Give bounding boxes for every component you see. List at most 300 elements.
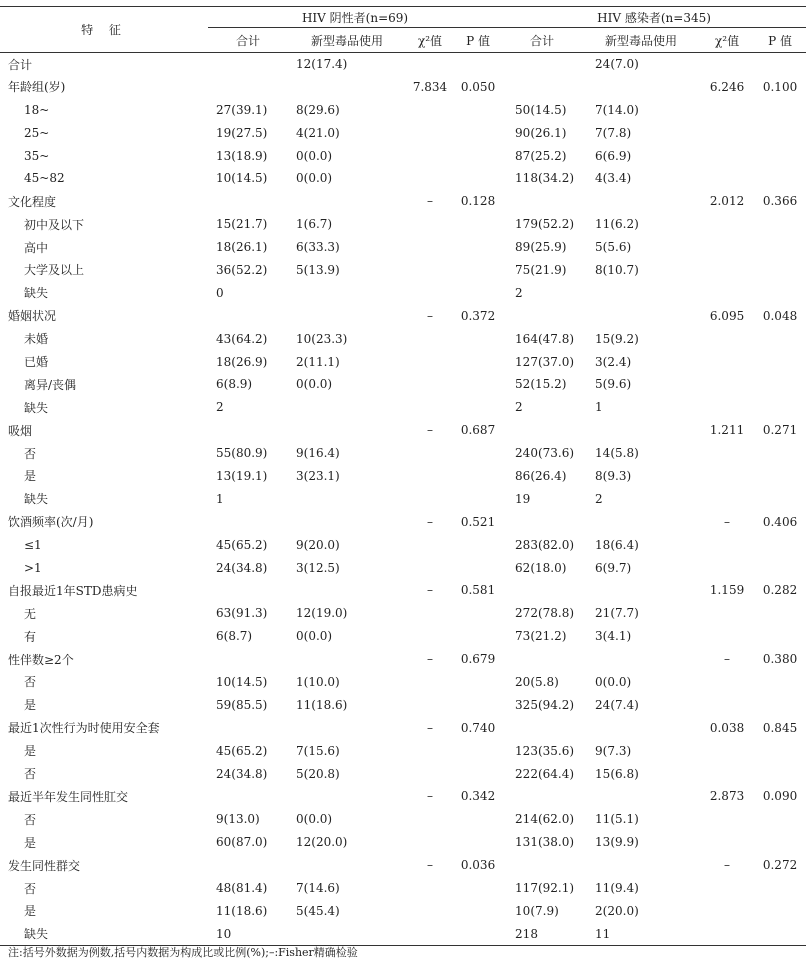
neg-p-value-cell: [454, 396, 502, 419]
table-row: [0, 739, 806, 762]
neg-chi-square-cell: [406, 327, 454, 350]
table-row: [0, 877, 806, 900]
table-row: [0, 899, 806, 922]
pos-drug-use-cell: 13(9.9): [595, 835, 639, 850]
table-row: [0, 671, 806, 694]
pos-drug-use-cell: 15(6.8): [595, 766, 639, 781]
neg-drug-use-cell: 0(0.0): [296, 377, 333, 392]
neg-drug-use-cell: [288, 419, 406, 442]
pos-p-value-cell: [754, 350, 806, 373]
neg-total-cell: 24(34.8): [216, 766, 268, 781]
row-label: 是: [24, 835, 37, 850]
neg-total-cell: 19(27.5): [216, 125, 268, 140]
row-label: 高中: [24, 240, 49, 255]
neg-drug-use-cell: 7(14.6): [296, 881, 340, 895]
pos-chi-square-cell: –: [724, 514, 731, 529]
neg-drug-use-cell: 7(15.6): [296, 743, 340, 758]
pos-total-cell: [502, 304, 582, 327]
pos-total-cell: 118(34.2): [515, 171, 575, 186]
neg-p-value-cell: 0.581: [460, 583, 496, 598]
neg-total-cell: 24(34.8): [216, 560, 268, 575]
pos-p-value-cell: [754, 922, 806, 945]
pos-p-value-cell: [754, 144, 806, 167]
neg-chi-square-cell: –: [427, 858, 433, 873]
row-label: 否: [24, 767, 37, 782]
pos-p-value-cell: 0.406: [762, 514, 798, 529]
neg-drug-use-cell: 8(29.6): [296, 102, 340, 117]
pos-chi-square-cell: [700, 487, 754, 510]
table-row: [0, 533, 806, 556]
pos-total-cell: 283(82.0): [515, 537, 575, 552]
neg-drug-use-cell: 1(6.7): [296, 217, 333, 232]
pos-total-cell: 123(35.6): [515, 743, 575, 758]
neg-p-value-cell: [454, 53, 502, 76]
table-row: [0, 442, 806, 465]
pos-total-cell: 89(25.9): [515, 240, 567, 255]
neg-total-cell: 63(91.3): [216, 606, 268, 621]
pos-total-cell: 10(7.9): [515, 903, 559, 918]
neg-chi-square-cell: [406, 671, 454, 694]
neg-total-cell: 15(21.7): [216, 217, 268, 232]
neg-p-value-cell: [454, 236, 502, 259]
neg-chi-square-cell: [406, 213, 454, 236]
pos-total-cell: 222(64.4): [515, 766, 575, 781]
pos-p-value-cell: [754, 602, 806, 625]
pos-p-value-cell: [754, 693, 806, 716]
neg-chi-square-cell: –: [427, 308, 433, 323]
table-row: [0, 327, 806, 350]
neg-drug-use-cell: 3(12.5): [296, 560, 340, 575]
table-group-row: [0, 53, 806, 76]
neg-total-cell: 2: [216, 400, 224, 415]
neg-p-value-cell: [454, 98, 502, 121]
neg-chi-square-cell: [406, 396, 454, 419]
pos-chi-square-cell: 2.873: [709, 789, 745, 804]
pos-chi-square-cell: [700, 396, 754, 419]
pos-p-value-cell: 0.271: [762, 423, 798, 438]
pos-chi-square-cell: [700, 808, 754, 831]
neg-total-cell: [208, 854, 288, 877]
pos-chi-square-cell: [700, 556, 754, 579]
hiv-negative-header: HIV 阴性者(n=69): [208, 7, 502, 28]
pos-p-value-cell: [754, 762, 806, 785]
neg-total-cell: [208, 510, 288, 533]
pos-drug-use-cell: [582, 510, 700, 533]
neg-total-cell: 18(26.9): [216, 354, 268, 369]
neg-chi-square-cell: [406, 487, 454, 510]
neg-total-cell: 18(26.1): [216, 240, 268, 255]
table-row: [0, 259, 806, 282]
neg-p-value-cell: [454, 533, 502, 556]
pos-chi-square-cell: [700, 922, 754, 945]
pos-chi-square-cell: [700, 327, 754, 350]
neg-p-value-cell: [454, 442, 502, 465]
neg-total-cell: 27(39.1): [216, 102, 268, 117]
pos-chi-square-cell: –: [724, 652, 731, 667]
pos-chi-square-cell: –: [724, 858, 731, 873]
pos-p-value-cell: 0.282: [762, 583, 798, 598]
neg-drug-use-cell: 3(23.1): [296, 468, 340, 483]
pos-chi-square-cell: [700, 373, 754, 396]
neg-drug-use-cell: [288, 281, 406, 304]
neg-total-cell: 1: [216, 491, 224, 506]
table-row: [0, 556, 806, 579]
row-label: 最近半年发生同性肛交: [8, 789, 129, 804]
pos-drug-use-cell: 2: [595, 491, 603, 506]
row-label: 否: [24, 881, 37, 896]
neg-drug-use-cell: [288, 648, 406, 671]
neg-drug-use-cell: 0(0.0): [296, 148, 333, 163]
neg-p-value-cell: 0.679: [460, 652, 496, 667]
neg-chi-square-cell: –: [427, 423, 433, 438]
pos-total-cell: 179(52.2): [515, 217, 575, 232]
pos-chi-square-cell: 6.246: [709, 79, 745, 94]
table-body: [0, 53, 806, 946]
neg-total-cell: [208, 579, 288, 602]
neg-chi-square-cell: [406, 831, 454, 854]
pos-p-value-cell: [754, 831, 806, 854]
neg-chi-square-cell: [406, 121, 454, 144]
pos-chi-square-cell: [700, 602, 754, 625]
pos-chi-square-cell: [700, 98, 754, 121]
neg-drug-use-cell: 5(20.8): [296, 766, 340, 781]
neg-total-cell: 10: [208, 922, 288, 945]
pos-total-cell: [502, 75, 582, 98]
table-row: [0, 465, 806, 488]
pos-drug-use-cell: 18(6.4): [595, 537, 639, 552]
pos-chi-square-cell: [700, 877, 754, 900]
table-row: [0, 487, 806, 510]
row-label: 文化程度: [8, 194, 57, 209]
neg-total-cell: 9(13.0): [216, 812, 260, 827]
table-row: [0, 373, 806, 396]
pos-p-value-cell: [754, 877, 806, 900]
pos-drug-use-cell: 11(9.4): [595, 881, 639, 895]
pos-chi-square-cell: [700, 671, 754, 694]
row-label: 是: [24, 904, 37, 919]
pos-chi-square-cell: [700, 121, 754, 144]
neg-drug-use-cell: [288, 922, 406, 945]
pos-p-value-cell: [754, 396, 806, 419]
pos-drug-use-cell: [582, 579, 700, 602]
pos-total-cell: [502, 510, 582, 533]
pos-drug-use-cell: [582, 648, 700, 671]
pos-total-cell: [502, 854, 582, 877]
neg-p-value-cell: [454, 877, 502, 900]
neg-p-value-cell: [454, 899, 502, 922]
pos-drug-use-cell: 15(9.2): [595, 331, 639, 346]
neg-chi-square-cell: –: [427, 583, 433, 598]
pos-p-value-cell: 0.380: [762, 652, 798, 667]
table-group-row: [0, 190, 806, 213]
neg-total-cell: [208, 304, 288, 327]
neg-drug-use-cell: 1(10.0): [296, 674, 340, 689]
neg-p-value-cell: [454, 350, 502, 373]
pos-total-cell: 272(78.8): [515, 606, 575, 621]
table-row: [0, 693, 806, 716]
neg-chi-square-cell: –: [427, 194, 433, 209]
row-label: 缺失: [0, 922, 208, 945]
pos-p-value-cell: [754, 373, 806, 396]
table-group-row: [0, 419, 806, 442]
feature-header: 特 征: [0, 7, 208, 53]
neg-chi-square-cell: [406, 877, 454, 900]
pos-p-value-cell: [754, 739, 806, 762]
pos-p-value-cell: [754, 465, 806, 488]
table-row: [0, 144, 806, 167]
pos-p-value-cell: 0.090: [762, 789, 798, 804]
pos-total-cell: [502, 579, 582, 602]
pos-p-value-cell: [754, 808, 806, 831]
neg-total-cell: [208, 53, 288, 76]
row-label: 已婚: [24, 355, 49, 370]
pos-total-cell: 20(5.8): [515, 674, 559, 689]
pos-total-cell: 52(15.2): [515, 377, 567, 392]
pos-drug-use-cell: 7(14.0): [595, 102, 639, 117]
pos-p-value-cell: 0.048: [762, 308, 798, 323]
neg-total-cell: 60(87.0): [216, 835, 268, 850]
pos-drug-use-cell: [582, 190, 700, 213]
row-label: 是: [24, 469, 37, 484]
pos-drug-use-cell: 5(5.6): [595, 240, 632, 255]
row-label: >1: [24, 560, 42, 575]
neg-p-value-cell: [454, 671, 502, 694]
neg-drug-use-cell: [288, 396, 406, 419]
table-row: [0, 602, 806, 625]
pos-chi-square-cell: [700, 465, 754, 488]
table-row: [0, 350, 806, 373]
row-label: 年龄组(岁): [8, 80, 66, 95]
pos-drug-use-cell: 7(7.8): [595, 125, 632, 140]
neg-p-value-cell: [454, 465, 502, 488]
row-label: 有: [24, 629, 37, 644]
pos-drug-use-cell: [582, 419, 700, 442]
neg-p-value-cell: 0.050: [460, 79, 496, 94]
neg-total-header: 合计: [208, 28, 288, 53]
neg-p-value-cell: [454, 602, 502, 625]
pos-total-cell: 218: [502, 922, 582, 945]
neg-p-value-header: P 值: [454, 28, 502, 53]
neg-chi-square-cell: [406, 922, 454, 945]
pos-drug-use-cell: [582, 854, 700, 877]
row-label: 最近1次性行为时使用安全套: [8, 721, 160, 736]
neg-drug-use-cell: [288, 785, 406, 808]
neg-p-value-cell: 0.740: [460, 720, 496, 735]
neg-drug-use-cell: 12(17.4): [296, 57, 348, 72]
neg-total-cell: 13(19.1): [216, 468, 268, 483]
pos-total-cell: 2: [515, 400, 523, 415]
row-label: 缺失: [24, 492, 49, 507]
neg-p-value-cell: [454, 259, 502, 282]
pos-total-cell: 127(37.0): [515, 354, 575, 369]
pos-total-cell: [502, 419, 582, 442]
pos-chi-square-cell: [700, 442, 754, 465]
pos-drug-use-cell: 6(9.7): [595, 560, 632, 575]
neg-p-value-cell: 0.128: [460, 194, 496, 209]
pos-p-value-cell: [754, 625, 806, 648]
neg-drug-use-cell: [288, 190, 406, 213]
pos-total-header: 合计: [502, 28, 582, 53]
pos-chi-square-cell: [700, 899, 754, 922]
neg-p-value-cell: [454, 213, 502, 236]
neg-total-cell: [208, 419, 288, 442]
pos-drug-use-cell: 0(0.0): [595, 674, 632, 689]
row-label: 否: [24, 446, 37, 461]
pos-total-cell: 117(92.1): [515, 881, 575, 895]
pos-chi-square-cell: 0.038: [709, 720, 745, 735]
pos-p-value-cell: [754, 487, 806, 510]
pos-drug-use-cell: 3(2.4): [595, 354, 632, 369]
neg-total-cell: 6(8.7): [216, 629, 253, 644]
row-label: 45~82: [24, 171, 65, 186]
pos-total-cell: 86(26.4): [515, 468, 567, 483]
row-label: 否: [24, 812, 37, 827]
pos-drug-use-cell: 2(20.0): [595, 903, 639, 918]
row-label: 18~: [24, 102, 50, 117]
table-group-row: [0, 510, 806, 533]
pos-total-cell: 62(18.0): [515, 560, 567, 575]
pos-p-value-cell: [754, 213, 806, 236]
neg-drug-use-cell: 0(0.0): [296, 171, 333, 186]
pos-drug-use-cell: 11(5.1): [595, 812, 639, 827]
pos-p-value-cell: [754, 98, 806, 121]
footnote: 注:括号外数据为例数,括号内数据为构成比或比例(%);–:Fisher精确检验: [8, 946, 358, 959]
row-label: 自报最近1年STD患病史: [8, 583, 138, 598]
pos-p-value-cell: 0.272: [762, 858, 798, 873]
table-row: [0, 808, 806, 831]
neg-p-value-cell: [454, 739, 502, 762]
pos-chi-square-cell: [700, 236, 754, 259]
pos-total-cell: 19: [515, 491, 531, 506]
pos-drug-use-cell: 14(5.8): [595, 446, 639, 461]
pos-drug-use-cell: [582, 785, 700, 808]
pos-chi-square-cell: 1.159: [709, 583, 745, 598]
neg-drug-use-cell: 4(21.0): [296, 125, 340, 140]
pos-drug-use-cell: 11: [582, 922, 700, 945]
neg-total-cell: [208, 785, 288, 808]
table-group-row: [0, 579, 806, 602]
pos-chi-square-cell: [700, 625, 754, 648]
pos-total-cell: 214(62.0): [515, 812, 575, 827]
table-group-row: [0, 716, 806, 739]
pos-p-value-cell: [754, 442, 806, 465]
pos-total-cell: [502, 648, 582, 671]
table-row: [0, 625, 806, 648]
pos-drug-use-cell: 3(4.1): [595, 629, 632, 644]
row-label: 发生同性群交: [8, 858, 81, 873]
neg-chi-square-cell: [406, 556, 454, 579]
row-label: 是: [24, 744, 37, 759]
neg-p-value-cell: [454, 327, 502, 350]
pos-p-value-cell: [754, 899, 806, 922]
row-label: 初中及以下: [24, 217, 85, 232]
neg-drug-use-cell: 11(18.6): [296, 697, 348, 712]
row-label: 饮酒频率(次/月): [8, 515, 94, 530]
pos-p-value-cell: [754, 671, 806, 694]
neg-total-cell: 10(14.5): [216, 674, 268, 689]
neg-chi-square-cell: [406, 602, 454, 625]
neg-chi-square-cell: [406, 465, 454, 488]
row-label: 35~: [24, 148, 50, 163]
table-row: [0, 213, 806, 236]
pos-total-cell: 325(94.2): [515, 697, 575, 712]
neg-chi-square-cell: [406, 899, 454, 922]
neg-total-cell: 13(18.9): [216, 148, 268, 163]
neg-chi-square-cell: [406, 236, 454, 259]
pos-chi-square-cell: [700, 53, 754, 76]
pos-chi-square-cell: 1.211: [709, 423, 745, 438]
neg-total-cell: 45(65.2): [216, 537, 268, 552]
neg-chi-square-cell: [406, 144, 454, 167]
pos-chi-square-cell: [700, 693, 754, 716]
row-label: 否: [24, 675, 37, 690]
pos-chi-square-header: χ²值: [700, 28, 754, 53]
pos-drug-use-cell: 11(6.2): [595, 217, 639, 232]
pos-drug-use-cell: 1: [595, 400, 603, 415]
neg-p-value-cell: [454, 808, 502, 831]
pos-drug-use-cell: [582, 304, 700, 327]
neg-total-cell: [208, 716, 288, 739]
neg-total-cell: 10(14.5): [216, 171, 268, 186]
neg-p-value-cell: 0.036: [460, 858, 496, 873]
neg-total-cell: [208, 648, 288, 671]
neg-chi-square-cell: –: [427, 720, 433, 735]
pos-drug-use-cell: 6(6.9): [595, 148, 632, 163]
table-group-row: [0, 304, 806, 327]
table-group-row: [0, 785, 806, 808]
neg-total-cell: 43(64.2): [216, 331, 268, 346]
neg-p-value-cell: [454, 121, 502, 144]
neg-drug-use-cell: 12(20.0): [296, 835, 348, 850]
pos-chi-square-cell: [700, 739, 754, 762]
neg-p-value-cell: [454, 625, 502, 648]
neg-total-cell: 36(52.2): [216, 262, 268, 277]
row-label: 25~: [24, 125, 50, 140]
neg-drug-use-cell: [288, 716, 406, 739]
row-label: 婚姻状况: [8, 309, 57, 324]
pos-total-cell: [502, 716, 582, 739]
table-row: [0, 762, 806, 785]
neg-p-value-cell: [454, 487, 502, 510]
pos-drug-use-cell: [582, 281, 700, 304]
neg-chi-square-cell: [406, 442, 454, 465]
pos-drug-use-header: 新型毒品使用: [582, 28, 700, 53]
neg-chi-square-cell: [406, 693, 454, 716]
neg-drug-use-cell: [288, 854, 406, 877]
neg-chi-square-cell: [406, 167, 454, 190]
neg-drug-use-cell: 12(19.0): [296, 606, 348, 621]
pos-p-value-cell: 0.366: [762, 194, 798, 209]
neg-total-cell: 0: [216, 285, 224, 300]
pos-total-cell: 2: [515, 285, 523, 300]
pos-drug-use-cell: 8(9.3): [595, 468, 632, 483]
neg-drug-use-cell: 0(0.0): [296, 812, 333, 827]
neg-p-value-cell: 0.372: [460, 308, 496, 323]
pos-chi-square-cell: [700, 831, 754, 854]
data-table: [0, 6, 806, 946]
neg-drug-use-header: 新型毒品使用: [288, 28, 406, 53]
neg-drug-use-cell: [288, 75, 406, 98]
row-label: 是: [24, 698, 37, 713]
row-label: 吸烟: [8, 423, 33, 438]
pos-total-cell: 75(21.9): [515, 262, 567, 277]
pos-p-value-header: P 值: [754, 28, 806, 53]
pos-chi-square-cell: [700, 144, 754, 167]
pos-chi-square-cell: [700, 281, 754, 304]
pos-total-cell: [502, 785, 582, 808]
pos-p-value-cell: [754, 556, 806, 579]
neg-total-cell: 6(8.9): [216, 377, 253, 392]
